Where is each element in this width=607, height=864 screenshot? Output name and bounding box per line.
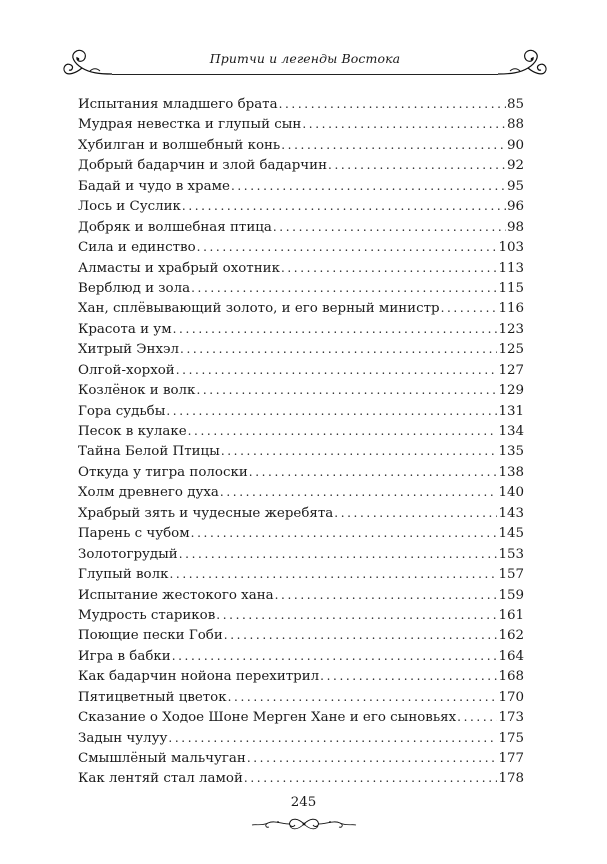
toc-entry: [78, 380, 524, 400]
toc-entry: [78, 503, 524, 523]
toc-entry-title: Пятицветный цветок: [78, 689, 227, 705]
toc-entry-page: 92: [506, 158, 524, 174]
toc-dot-leader: [176, 360, 498, 380]
toc-dot-leader: [173, 319, 498, 339]
toc-dot-leader: [172, 646, 498, 666]
toc-entry-title: Бадай и чудо в храме: [78, 178, 230, 194]
toc-dot-leader: [224, 625, 498, 645]
toc-entry-page: 123: [498, 321, 524, 337]
toc-entry-page: 85: [506, 97, 524, 112]
toc-entry-page: 145: [498, 526, 524, 542]
toc-dot-leader: [180, 339, 497, 359]
toc-entry-title: Верблюд и зола: [78, 280, 191, 296]
page-number: 245: [290, 795, 317, 810]
toc-dot-leader: [281, 135, 506, 155]
toc-entry-page: 170: [498, 689, 524, 705]
toc-entry-page: 103: [498, 240, 524, 256]
toc-entry: [78, 258, 524, 278]
toc-entry-page: 173: [498, 710, 524, 726]
toc-dot-leader: [334, 503, 497, 523]
toc-entry-page: 168: [498, 669, 524, 685]
toc-entry-page: 143: [498, 505, 524, 521]
toc-dot-leader: [197, 237, 498, 257]
toc-entry: [78, 585, 524, 605]
toc-entry-title: Откуда у тигра полоски: [78, 464, 248, 480]
toc-entry-title: Испытания младшего брата: [78, 97, 278, 112]
toc-entry-title: Храбрый зять и чудесные жеребята: [78, 505, 334, 521]
toc-entry-title: Хубилган и волшебный конь: [78, 137, 281, 153]
toc-entry-title: Добрый бадарчин и злой бадарчин: [78, 158, 328, 174]
toc-entry-page: 95: [506, 178, 524, 194]
toc-dot-leader: [170, 564, 498, 584]
toc-entry-page: 153: [498, 546, 524, 562]
toc-entry-page: 88: [506, 117, 524, 133]
toc-dot-leader: [179, 544, 498, 564]
toc-entry-title: Холм древнего духа: [78, 485, 219, 501]
toc-entry-title: Игра в бабки: [78, 648, 171, 664]
toc-entry-page: 98: [506, 219, 524, 235]
toc-entry-title: Глупый волк: [78, 567, 169, 583]
toc-entry: [78, 564, 524, 584]
toc-entry-title: Олгой-хорхой: [78, 362, 175, 378]
toc-entry: [78, 217, 524, 237]
toc-entry: [78, 666, 524, 686]
toc-entry-page: 134: [498, 424, 524, 439]
toc-dot-leader: [188, 421, 498, 441]
toc-entry-page: 138: [498, 464, 524, 480]
toc-dot-leader: [281, 258, 498, 278]
toc-entry: [78, 687, 524, 707]
toc-entry-page: 162: [498, 628, 524, 644]
toc-entry-page: 96: [506, 199, 524, 215]
toc-entry-page: 177: [498, 751, 524, 766]
toc-entry-title: Добряк и волшебная птица: [78, 219, 272, 235]
toc-dot-leader: [457, 707, 497, 727]
toc-entry: [78, 196, 524, 216]
toc-dot-leader: [247, 748, 498, 768]
toc-dot-leader: [196, 380, 497, 400]
toc-dot-leader: [275, 585, 498, 605]
toc-dot-leader: [191, 278, 497, 298]
toc-dot-leader: [216, 605, 497, 625]
toc-dot-leader: [228, 687, 498, 707]
toc-entry-page: 161: [498, 607, 524, 623]
toc-entry-page: 157: [498, 567, 524, 583]
toc-entry: [78, 544, 524, 564]
toc-entry-page: 116: [498, 301, 524, 317]
toc-entry-title: Гора судьбы: [78, 403, 166, 419]
toc-entry-page: 159: [498, 587, 524, 603]
toc-entry-title: Хан, сплёвывающий золото, и его верный министр: [78, 301, 440, 317]
toc-entry: [78, 707, 524, 727]
toc-entry: [78, 339, 524, 359]
toc-dot-leader: [220, 482, 498, 502]
toc-entry-title: Сила и единство: [78, 240, 196, 256]
toc-entry: [78, 646, 524, 666]
toc-entry: [78, 728, 524, 748]
toc-dot-leader: [182, 196, 506, 216]
toc-dot-leader: [221, 441, 498, 461]
toc-entry: [78, 176, 524, 196]
toc-entry-title: Лось и Суслик: [78, 199, 181, 215]
toc-entry: [78, 278, 524, 298]
toc-entry: [78, 135, 524, 155]
toc-entry-page: 113: [498, 260, 524, 276]
running-header-title: Притчи и легенды Востока: [209, 51, 401, 66]
toc-entry-title: Песок в кулаке: [78, 424, 187, 439]
toc-entry: [78, 768, 524, 788]
toc-entry-title: Задын чулуу: [78, 730, 168, 746]
toc-entry-page: 131: [498, 403, 524, 419]
toc-entry: [78, 605, 524, 625]
toc-entry-page: 164: [498, 648, 524, 664]
toc-entry-title: Как бадарчин нойона перехитрил: [78, 669, 320, 685]
toc-entry: [78, 462, 524, 482]
toc-entry: [78, 237, 524, 257]
toc-entry: [78, 298, 524, 318]
toc-entry: [78, 114, 524, 134]
toc-entry-title: Мудрая невестка и глупый сын: [78, 117, 302, 133]
toc-entry-title: Как лентяй стал ламой: [78, 771, 243, 787]
toc-entry-title: Смышлёный мальчуган: [78, 751, 246, 766]
footer-ornament-icon: [248, 814, 360, 834]
toc-entry-title: Тайна Белой Птицы: [78, 444, 220, 460]
toc-entry-title: Хитрый Энхэл: [78, 342, 180, 358]
toc-entry-title: Сказание о Ходое Шоне Мерген Хане и его сыновьях: [78, 710, 457, 726]
toc-entry: [78, 482, 524, 502]
toc-entry-page: 175: [498, 730, 524, 746]
toc-entry-title: Козлёнок и волк: [78, 383, 196, 399]
toc-entry-title: Красота и ум: [78, 321, 172, 337]
toc-entry: [78, 360, 524, 380]
toc-dot-leader: [320, 666, 497, 686]
toc-entry: [78, 319, 524, 339]
toc-entry: [78, 401, 524, 421]
toc-dot-leader: [441, 298, 498, 318]
toc-entry-title: Поющие пески Гоби: [78, 628, 223, 644]
toc-entry-page: 90: [506, 137, 524, 153]
toc-dot-leader: [328, 155, 506, 175]
toc-dot-leader: [249, 462, 498, 482]
toc-entry-title: Золотогрудый: [78, 546, 178, 562]
right-flourish-ornament-icon: [496, 46, 550, 82]
toc-entry-title: Испытание жестокого хана: [78, 587, 274, 603]
toc-entry-page: 129: [498, 383, 524, 399]
toc-entry-page: 115: [498, 280, 524, 296]
toc-entry: [78, 421, 524, 441]
toc-dot-leader: [273, 217, 506, 237]
toc-entry: [78, 441, 524, 461]
running-header: [60, 42, 550, 82]
toc-dot-leader: [244, 768, 498, 788]
toc-entry: [78, 523, 524, 543]
toc-dot-leader: [168, 728, 497, 748]
toc-dot-leader: [191, 523, 498, 543]
header-rule: [112, 74, 498, 75]
toc-dot-leader: [302, 114, 506, 134]
toc-entry: [78, 155, 524, 175]
toc-entry: [78, 748, 524, 768]
toc-entry-page: 178: [498, 771, 524, 787]
toc-dot-leader: [166, 401, 497, 421]
toc-dot-leader: [279, 94, 506, 114]
toc-entry-title: Парень с чубом: [78, 526, 190, 542]
toc-entry-title: Алмасты и храбрый охотник: [78, 260, 280, 276]
toc-entry-page: 140: [498, 485, 524, 501]
toc-dot-leader: [231, 176, 506, 196]
toc-entry: [78, 625, 524, 645]
toc-entry-page: 127: [498, 362, 524, 378]
toc-entry: [78, 94, 524, 114]
table-of-contents: [78, 94, 524, 789]
toc-entry-page: 135: [498, 444, 524, 460]
toc-entry-title: Мудрость стариков: [78, 607, 216, 623]
toc-entry-page: 125: [498, 342, 524, 358]
